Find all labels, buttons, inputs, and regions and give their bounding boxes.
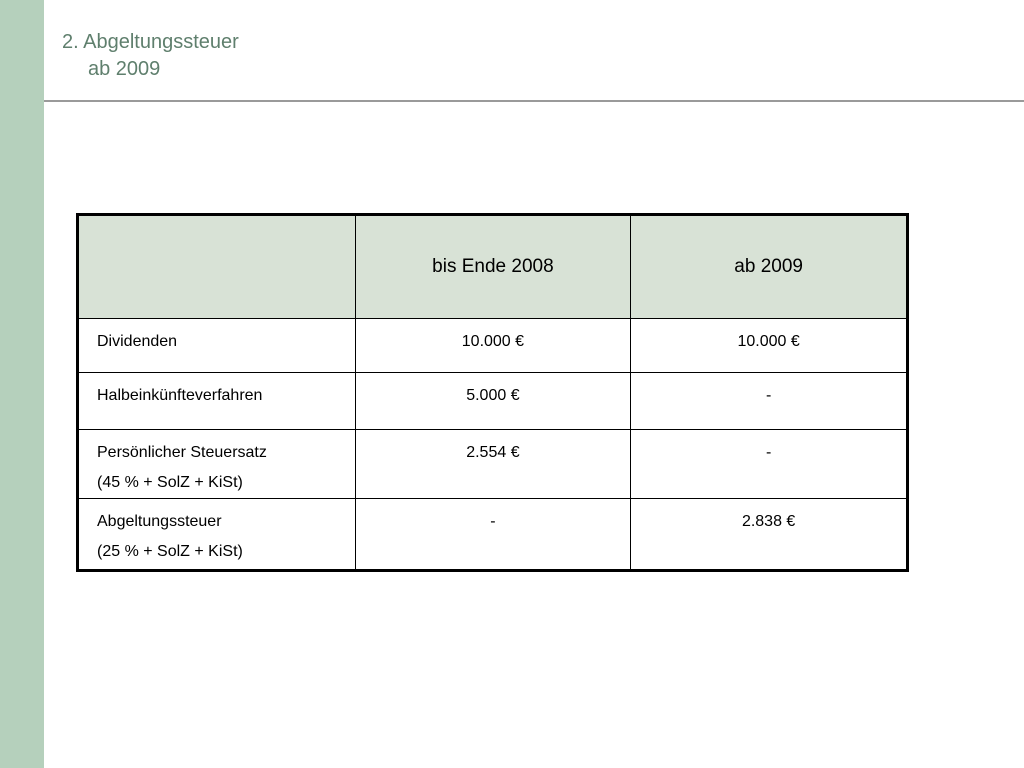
decorative-side-bar bbox=[0, 0, 44, 768]
row-label-cell bbox=[78, 319, 356, 373]
value-cell-from-2009: - bbox=[631, 373, 908, 430]
slide-title-main: 2. Abgeltungssteuer bbox=[62, 31, 239, 53]
table-row bbox=[78, 319, 908, 373]
value-cell-until-2008: 2.554 € bbox=[355, 430, 631, 499]
value-cell-until-2008: 10.000 € bbox=[355, 319, 631, 373]
table-row bbox=[78, 430, 908, 499]
row-label-cell bbox=[78, 499, 356, 571]
value-cell-until-2008: - bbox=[355, 499, 631, 571]
header-cell-from-2009: ab 2009 bbox=[631, 215, 908, 319]
row-sublabel: (45 % + SolZ + KiSt) bbox=[97, 474, 243, 491]
row-label-cell bbox=[78, 373, 356, 430]
row-label: Halbeinkünfteverfahren bbox=[97, 387, 263, 404]
tax-comparison-table bbox=[76, 213, 909, 572]
slide-title bbox=[62, 29, 239, 83]
table-row bbox=[78, 499, 908, 571]
value-cell-from-2009: - bbox=[631, 430, 908, 499]
row-label-cell bbox=[78, 430, 356, 499]
title-divider bbox=[44, 100, 1024, 102]
row-label: Persönlicher Steuersatz bbox=[97, 444, 267, 461]
row-sublabel: (25 % + SolZ + KiSt) bbox=[97, 543, 243, 560]
row-label: Dividenden bbox=[97, 333, 178, 350]
value-cell-until-2008: 5.000 € bbox=[355, 373, 631, 430]
header-cell-empty bbox=[78, 215, 356, 319]
slide-title-subtitle: ab 2009 bbox=[88, 58, 161, 80]
value-cell-from-2009: 10.000 € bbox=[631, 319, 908, 373]
row-label: Abgeltungssteuer bbox=[97, 513, 222, 530]
value-cell-from-2009: 2.838 € bbox=[631, 499, 908, 571]
table-header-row bbox=[78, 215, 908, 319]
table-row bbox=[78, 373, 908, 430]
header-cell-until-2008: bis Ende 2008 bbox=[355, 215, 631, 319]
